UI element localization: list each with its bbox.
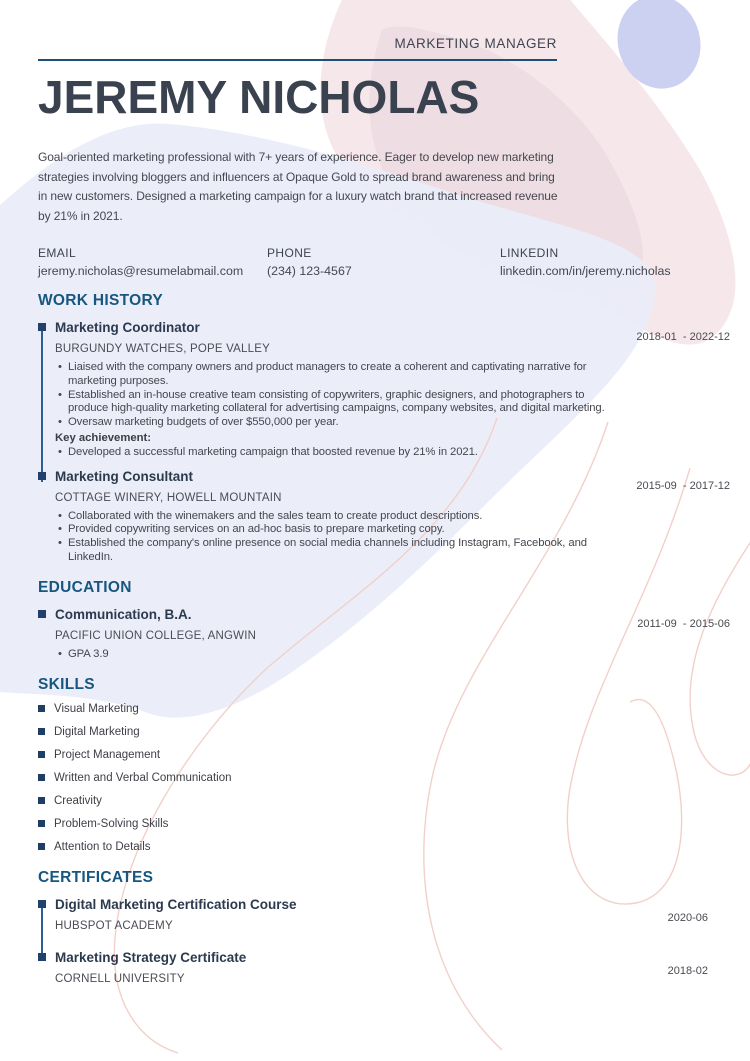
- square-bullet-icon: [38, 820, 45, 827]
- skill-label: Problem-Solving Skills: [54, 817, 169, 830]
- skill-item: [38, 748, 730, 763]
- certificate-date: 2018-02: [667, 964, 708, 977]
- skill-item: [38, 725, 730, 740]
- square-bullet-icon: [38, 843, 45, 850]
- linkedin-value: linkedin.com/in/jeremy.nicholas: [500, 264, 671, 278]
- work-entry: [55, 319, 730, 460]
- certificate-title: Digital Marketing Certification Course: [55, 896, 297, 912]
- contact-linkedin-block: [500, 246, 671, 278]
- job-bullet: • Collaborated with the winemakers and the sales team to create product descriptions.: [68, 510, 627, 524]
- education-entry: [55, 606, 730, 662]
- square-bullet-icon: [38, 774, 45, 781]
- job-bullet: • Liaised with the company owners and product managers to create a coherent and captivating narrative for marketing purposes.: [68, 361, 627, 389]
- certificate-date: 2020-06: [667, 911, 708, 924]
- square-bullet-icon: [38, 797, 45, 804]
- key-achievement-label: Key achievement:: [55, 431, 152, 444]
- timeline-square-marker: [38, 900, 46, 908]
- certificate-entry: [55, 896, 730, 933]
- job-bullet: • Established the company's online presence on social media channels including Instagram, Facebook, and LinkedIn.: [68, 537, 627, 565]
- work-entry: [55, 468, 730, 565]
- education-entries: [55, 606, 730, 662]
- job-bullet: • Provided copywriting services on an ad-hoc basis to prepare marketing copy.: [68, 523, 627, 537]
- timeline-square-marker: [38, 610, 46, 618]
- job-dates: 2015-09 - 2017-12: [636, 479, 730, 492]
- email-value: jeremy.nicholas@resumelabmail.com: [38, 264, 244, 278]
- contact-phone-block: [267, 246, 500, 278]
- phone-label: PHONE: [267, 246, 312, 260]
- education-bullet-list: [68, 648, 627, 662]
- phone-value: (234) 123-4567: [267, 264, 352, 278]
- skill-label: Project Management: [54, 748, 161, 761]
- timeline-square-marker: [38, 953, 46, 961]
- certificates-entries: [55, 896, 730, 986]
- skill-label: Attention to Details: [54, 840, 151, 853]
- email-label: EMAIL: [38, 246, 77, 260]
- work-history-entries: [55, 319, 730, 565]
- skill-label: Visual Marketing: [54, 702, 139, 715]
- job-title: Marketing Consultant: [55, 468, 194, 484]
- section-heading-certificates: CERTIFICATES: [38, 868, 154, 886]
- certificate-title: Marketing Strategy Certificate: [55, 949, 247, 965]
- job-bullet: • Oversaw marketing budgets of over $550,000 per year.: [68, 416, 627, 430]
- job-company: COTTAGE WINERY, HOWELL MOUNTAIN: [55, 491, 282, 504]
- skill-label: Written and Verbal Communication: [54, 771, 232, 784]
- skill-item: [38, 840, 730, 855]
- skill-item: [38, 771, 730, 786]
- linkedin-label: LINKEDIN: [500, 246, 559, 260]
- job-dates: 2018-01 - 2022-12: [636, 331, 730, 343]
- contact-email-block: [38, 246, 267, 278]
- timeline-square-marker: [38, 323, 46, 331]
- person-name: JEREMY NICHOLAS: [38, 71, 480, 123]
- skill-item: [38, 702, 730, 717]
- square-bullet-icon: [38, 728, 45, 735]
- skills-list: [38, 702, 730, 855]
- school-name: PACIFIC UNION COLLEGE, ANGWIN: [55, 629, 257, 642]
- skill-item: [38, 794, 730, 809]
- contact-row: [38, 246, 730, 278]
- section-heading-education: EDUCATION: [38, 578, 132, 596]
- job-bullet-list: [68, 510, 627, 565]
- degree-title: Communication, B.A.: [55, 606, 192, 622]
- skill-label: Digital Marketing: [54, 725, 140, 738]
- achievement-bullet: • Developed a successful marketing campaign that boosted revenue by 21% in 2021.: [68, 446, 627, 460]
- square-bullet-icon: [38, 751, 45, 758]
- education-bullet: • GPA 3.9: [68, 648, 627, 662]
- timeline-connector-line: [41, 908, 43, 954]
- square-bullet-icon: [38, 705, 45, 712]
- job-bullet: • Established an in-house creative team consisting of copywriters, graphic designers, and photographers to produce high-quality marketing collateral for advertising campaigns, company websites, and digital marketing.: [68, 389, 627, 417]
- education-dates: 2011-09 - 2015-06: [637, 617, 730, 630]
- skill-item: [38, 817, 730, 832]
- skill-label: Creativity: [54, 794, 102, 807]
- certificate-org: HUBSPOT ACADEMY: [55, 919, 173, 932]
- section-heading-work-history: WORK HISTORY: [38, 292, 164, 309]
- key-achievement-list: [68, 446, 627, 460]
- job-company: BURGUNDY WATCHES, POPE VALLEY: [55, 343, 270, 355]
- timeline-connector-line: [41, 331, 43, 482]
- timeline-square-marker: [38, 472, 46, 480]
- professional-summary: Goal-oriented marketing professional with 7+ years of experience. Eager to develop new marketing strategies involving bloggers and influencers at Opaque Gold to spread brand awareness and bring in new customers. Designed a marketing campaign for a luxury watch brand that increased revenue by 21% in 2021.: [38, 150, 558, 223]
- certificate-entry: [55, 949, 730, 986]
- job-title: Marketing Coordinator: [55, 320, 200, 335]
- role-title: MARKETING MANAGER: [38, 36, 557, 61]
- certificate-org: CORNELL UNIVERSITY: [55, 972, 185, 985]
- section-heading-skills: SKILLS: [38, 675, 95, 693]
- job-bullet-list: [68, 361, 627, 430]
